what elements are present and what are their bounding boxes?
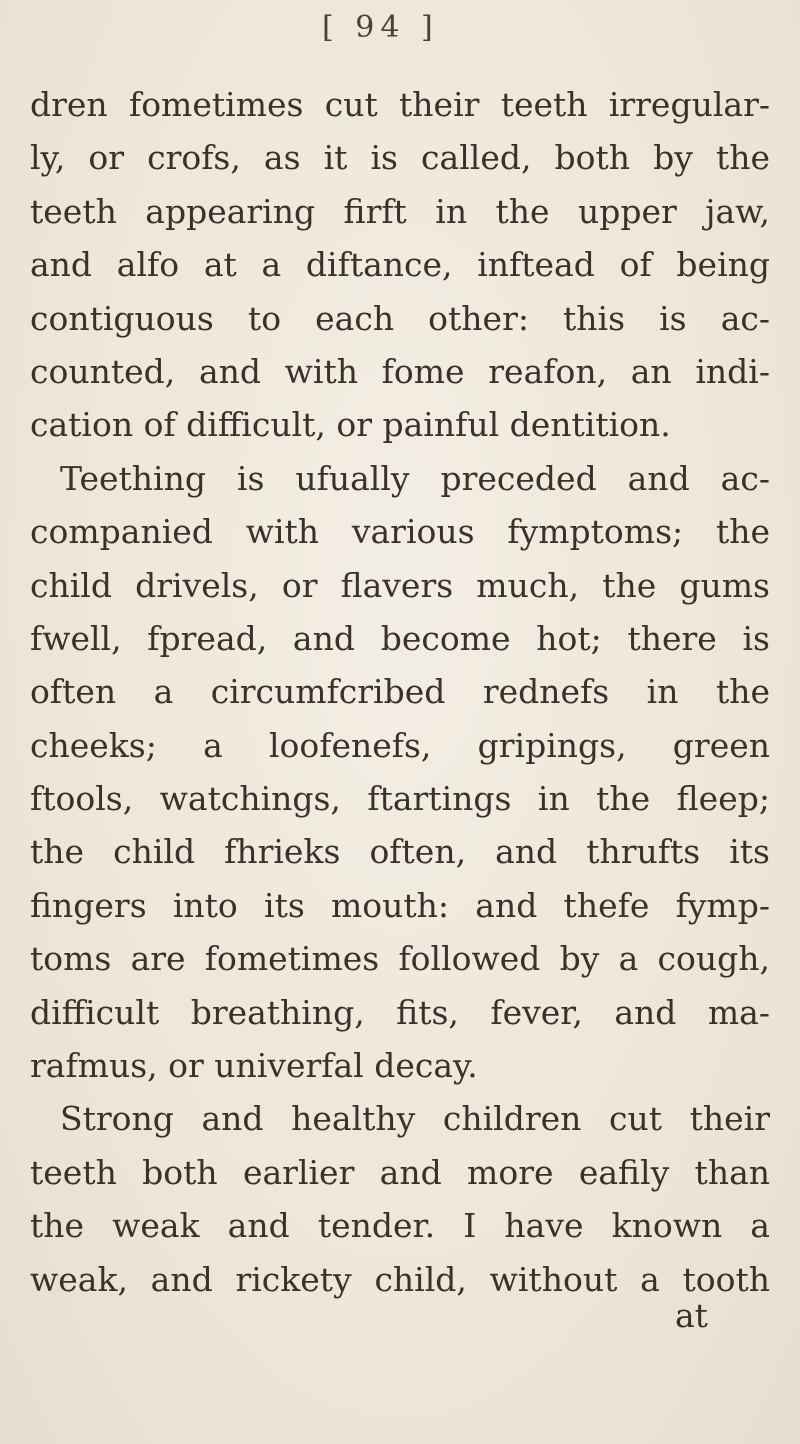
text-line: the weak and tender. I have known a xyxy=(30,1206,770,1246)
text-line: child drivels, or flavers much, the gums xyxy=(30,565,770,605)
text-line: fwell, fpread, and become hot; there is xyxy=(30,618,770,658)
text-line: teeth both earlier and more eafily than xyxy=(30,1152,770,1192)
text-line: often a circumfcribed rednefs in the xyxy=(30,672,770,712)
text-line: counted, and with fome reafon, an indi- xyxy=(30,351,770,391)
text-line: fingers into its mouth: and thefe fymp- xyxy=(30,885,770,925)
text-line: difficult breathing, fits, fever, and ma- xyxy=(30,992,770,1032)
catchword: at xyxy=(675,1296,708,1335)
text-line: ly, or crofs, as it is called, both by the xyxy=(30,138,770,178)
text-line: teeth appearing firft in the upper jaw, xyxy=(30,191,770,231)
text-line: weak, and rickety child, without a tooth xyxy=(30,1259,770,1299)
text-line: the child fhrieks often, and thrufts its xyxy=(30,832,770,872)
text-line: ftools, watchings, ftartings in the fleep; xyxy=(30,779,770,819)
text-line: Teething is ufually preceded and ac- xyxy=(60,458,770,498)
text-line: Strong and healthy children cut their xyxy=(60,1099,770,1139)
text-line: rafmus, or univerfal decay. xyxy=(30,1046,478,1086)
text-line: cation of difficult, or painful dentition. xyxy=(30,405,671,445)
text-line: companied with various fymptoms; the xyxy=(30,512,770,552)
text-line: contiguous to each other: this is ac- xyxy=(30,298,770,338)
page-number: [ 94 ] xyxy=(322,10,439,45)
text-line: and alfo at a diftance, inftead of being xyxy=(30,245,770,285)
text-line: toms are fometimes followed by a cough, xyxy=(30,939,770,979)
text-line: dren fometimes cut their teeth irregular- xyxy=(30,85,770,124)
text-line: cheeks; a loofenefs, gripings, green xyxy=(30,725,770,765)
body-text xyxy=(30,78,770,1306)
